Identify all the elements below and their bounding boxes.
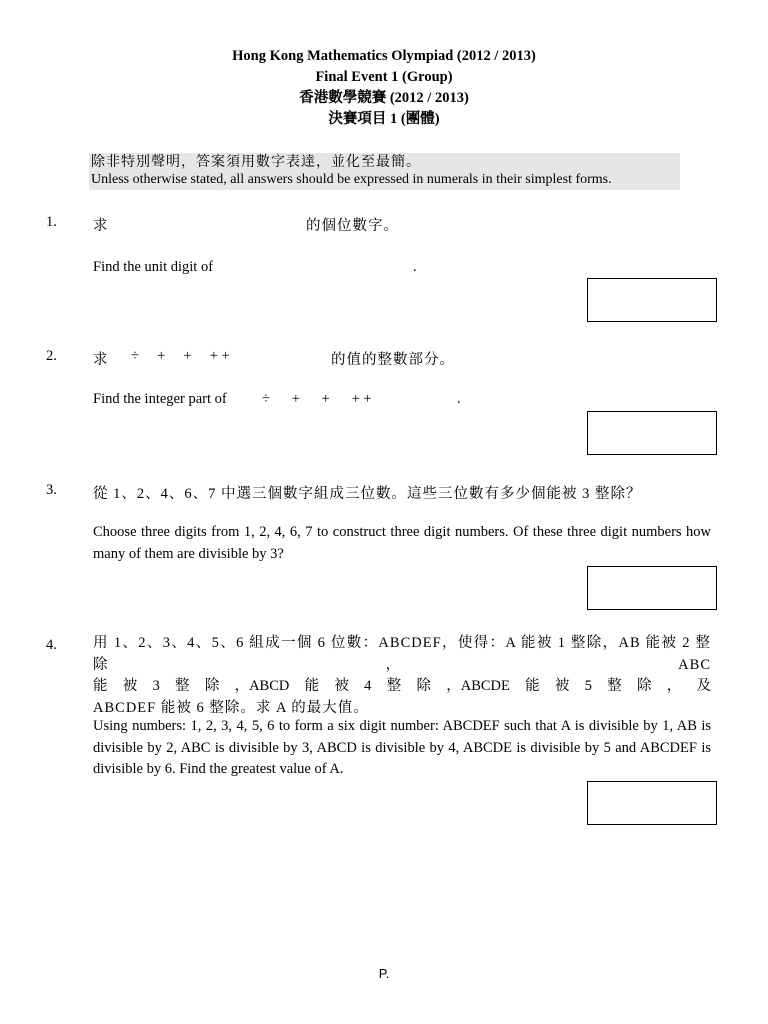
q4-zh-line2-word: 被 [554, 678, 570, 694]
q4-zh-line2-word: 被 [122, 678, 138, 694]
event-zh: 決賽項目 1 (團體) [328, 111, 440, 127]
q4-zh-line2-word: 能 [304, 678, 320, 694]
q4-zh-line2-word: 除 [204, 678, 220, 694]
q4-number: 4. [46, 637, 57, 653]
q3-answer-box[interactable] [587, 566, 717, 610]
q4-zh-line2-word: 除 [636, 678, 652, 694]
q1-number: 1. [46, 214, 57, 230]
q4-zh-line2-word: 整 [175, 678, 190, 694]
q4-zh-line1: 用 1、2、3、4、5、6 組成一個 6 位數：ABCDEF，使得：A 能被 1 整除，AB 能被 2 整除，ABC [93, 635, 711, 673]
q1-answer-box[interactable] [587, 278, 717, 322]
q4-zh-line3: ABCDEF 能被 6 整除。求 A 的最大值。 [93, 699, 369, 716]
q4-zh-line2-word: 能 [525, 678, 540, 694]
q1-en-prefix: Find the unit digit of [93, 259, 214, 275]
q4-zh-line2-word: 及 [696, 678, 711, 694]
q4-zh-line2-word: 4 [364, 678, 372, 694]
q2-number: 2. [46, 348, 57, 364]
instructions-zh: 除非特別聲明，答案須用數字表達，並化至最簡。 [91, 155, 421, 170]
q2-zh-prefix: 求 [93, 352, 109, 368]
q1-en-period: . [413, 259, 417, 275]
q2-en-operators: ÷ + + + + [262, 391, 372, 407]
q4-zh-line2-word: 能 [93, 678, 108, 694]
q4-answer-box[interactable] [587, 781, 717, 825]
q2-zh-suffix: 的值的整數部分。 [331, 352, 455, 368]
q4-zh-line2-word: 整 [607, 678, 622, 694]
q1-zh-prefix: 求 [93, 218, 109, 234]
q4-zh [93, 633, 711, 719]
q4-zh-line2-word: ，ABCDE [446, 678, 510, 694]
q4-zh-line2-word: 3 [152, 678, 160, 694]
q3-zh: 從 1、2、4、6、7 中選三個數字組成三位數。這些三位數有多少個能被 3 整除？ [93, 486, 642, 502]
event-en: Final Event 1 (Group) [315, 69, 453, 85]
q4-zh-line2-word: 5 [584, 678, 592, 694]
page-footer: P. [378, 966, 390, 981]
q4-zh-line2-word: 除 [416, 678, 431, 694]
q4-zh-line2-word: ， [666, 678, 682, 694]
q2-en-prefix: Find the integer part of [93, 391, 227, 407]
instructions-en: Unless otherwise stated, all answers should be expressed in numerals in their simplest forms. [91, 172, 612, 187]
paper-header [0, 46, 768, 130]
q1-zh-suffix: 的個位數字。 [306, 218, 399, 234]
q4-zh-line2-word: ，ABCD [234, 678, 290, 694]
q3-number: 3. [46, 482, 57, 498]
q3-en: Choose three digits from 1, 2, 4, 6, 7 to construct three digit numbers. Of these three digit numbers how many of them are divisible by 3? [93, 524, 711, 562]
title-en: Hong Kong Mathematics Olympiad (2012 / 2013) [232, 48, 536, 64]
q2-answer-box[interactable] [587, 411, 717, 455]
q4-en: Using numbers: 1, 2, 3, 4, 5, 6 to form a six digit number: ABCDEF such that A is divisible by 1, AB is divisible by 2, ABC is divisible by 3, ABCD is divisible by 4, ABCDE is divisible by 5 and ABCDEF is divisible by 6. Find the greatest value of A. [93, 718, 711, 777]
instructions-box [89, 153, 680, 190]
q4-zh-line2 [93, 676, 711, 698]
title-zh: 香港數學競賽 (2012 / 2013) [299, 90, 469, 106]
q2-zh-operators: ÷ + + + + [131, 348, 230, 364]
q4-zh-line2-word: 被 [334, 678, 349, 694]
q2-en-period: . [457, 391, 461, 407]
q4-zh-line2-word: 整 [386, 678, 402, 694]
